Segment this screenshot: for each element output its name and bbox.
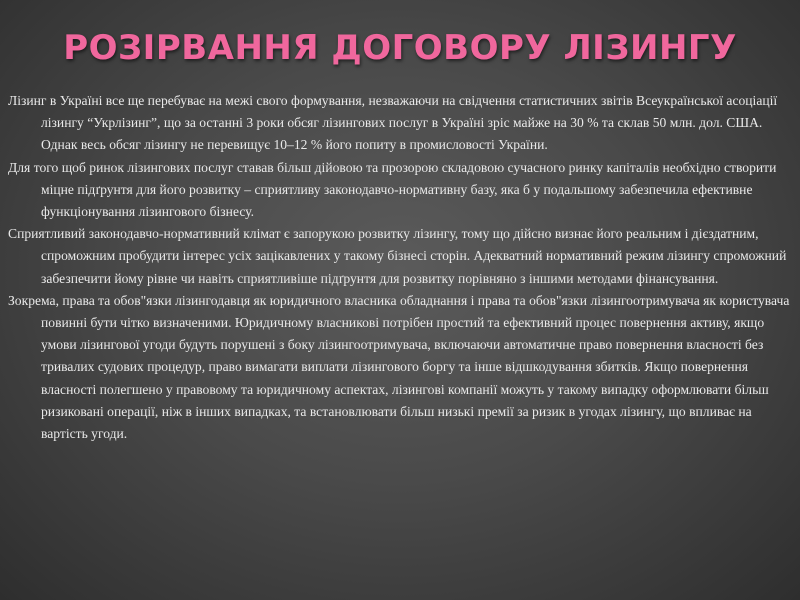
paragraph-1 (8, 90, 790, 157)
paragraph-text: Лізинг в Україні все ще перебуває на межі свого формування, незважаючи на свідчення статистичних звітів Всеукраїнської асоціації лізингу “Укрлізинг”, що за останні 3 роки обсяг лізингових послуг в Україні зріс майже на 30 % та склав 50 млн. дол. США. Однак весь обсяг лізингу не перевищує 10–12 % його попиту в промисловості України. (8, 93, 778, 153)
paragraph-2 (8, 157, 790, 224)
paragraph-text: Зокрема, права та обов"язки лізингодавця як юридичного власника обладнання і права та обов"язки лізингоотримувача як користувача повинні бути чітко визначеними. Юридичному власникові потрібен простий та ефективний процес повернення активу, якщо умови лізингової угоди будуть порушені з боку лізингоотримувача, включаючи автоматичне право повернення власності без тривалих судових процедур, право вимагати виплати лізингового боргу та інше відшкодування збитків. Якщо повернення власності полегшено у правовому та юридичному аспектах, лізингові компанії можуть у такому випадку оформлювати більш ризиковані операції, ніж в інших випадках, та встановлювати більш низькі премії за ризик в угодах лізингу, що впливає на вартість угоди. (8, 292, 790, 442)
paragraph-text: Для того щоб ринок лізингових послуг ставав більш дійовою та прозорою складовою сучасного ринку капіталів необхідно створити міцне підґрунтя для його розвитку – сприятливу законодавчо-нормативну базу, яка б у подальшому забезпечила ефективне функціонування лізингового бізнесу. (8, 159, 777, 220)
paragraph-4 (8, 290, 790, 445)
paragraph-text: Сприятливий законодавчо-нормативний клімат є запорукою розвитку лізингу, тому що дійсно визнає його реальним і дієздатним, спроможним пробудити інтерес усіх зацікавлених у такому бізнесі сторін. Адекватний нормативний режим лізингу спроможний забезпечити йому рівне чи навіть сприятливіше підґрунтя для розвитку порівняно з іншими методами фінансування. (8, 226, 787, 286)
slide-title: РОЗІРВАННЯ ДОГОВОРУ ЛІЗИНГУ (63, 28, 737, 68)
paragraph-3 (8, 223, 790, 290)
slide-body (8, 90, 790, 445)
